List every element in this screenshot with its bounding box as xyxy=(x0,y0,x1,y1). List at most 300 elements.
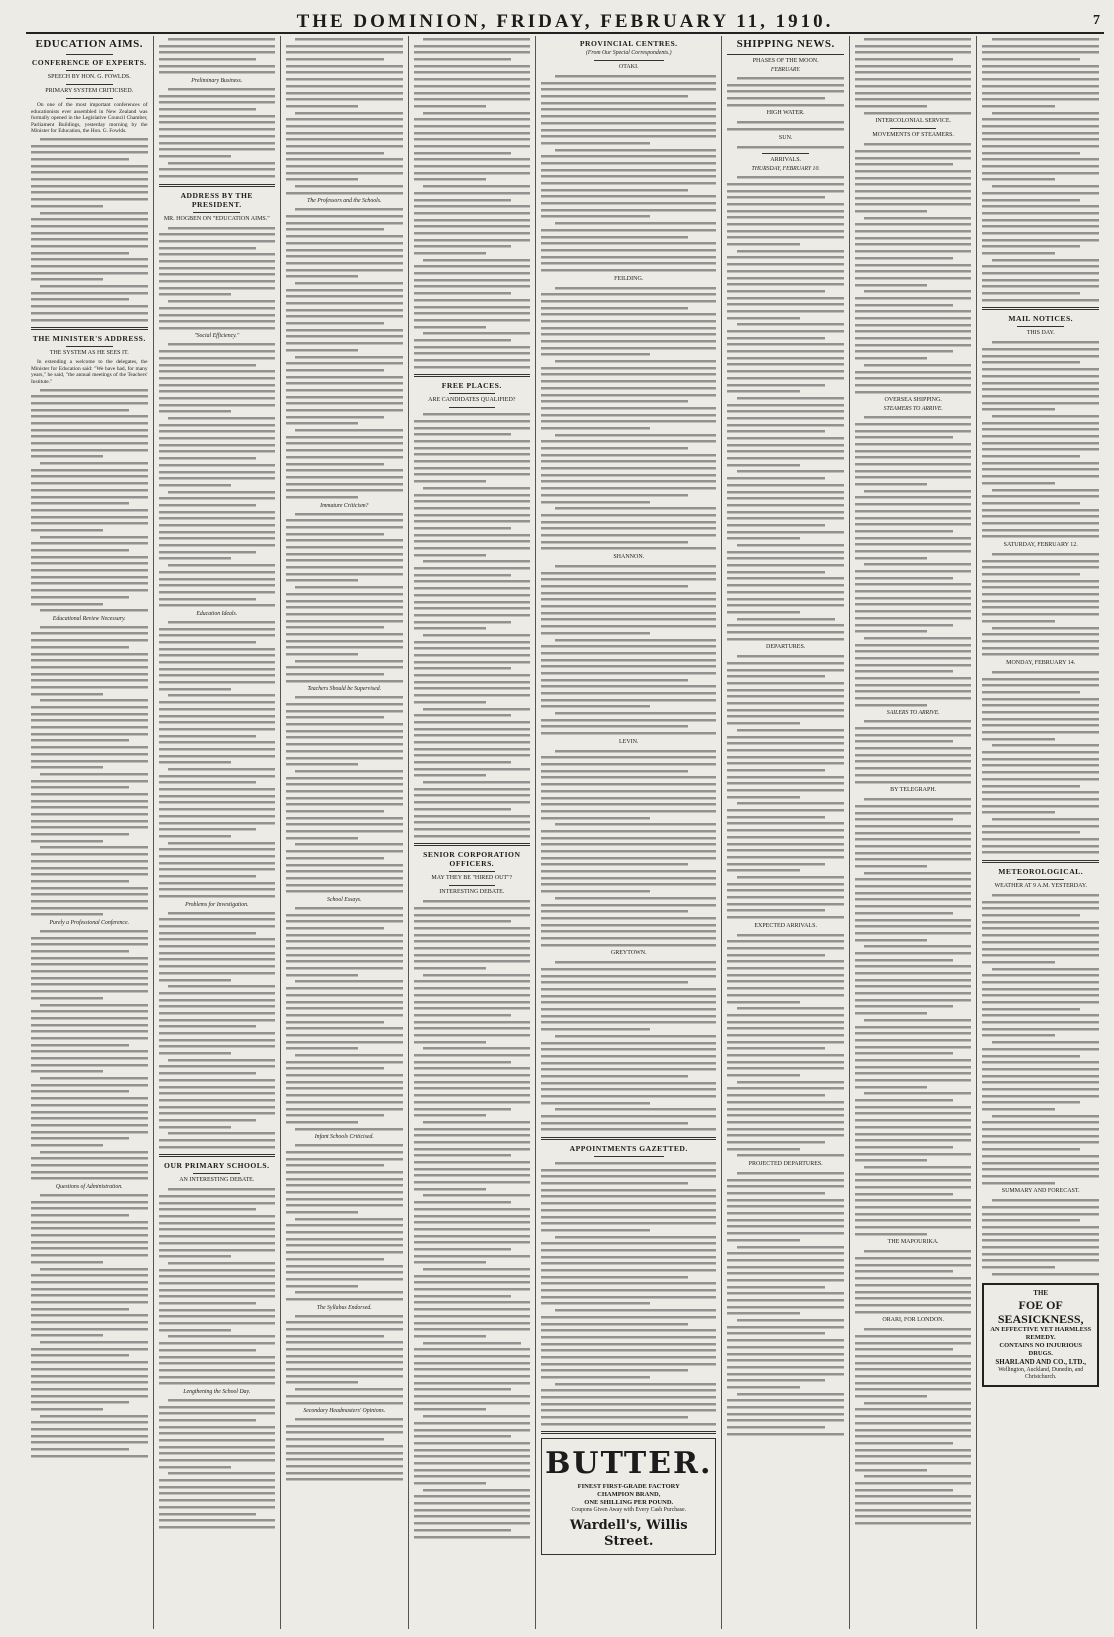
text-line xyxy=(159,1477,276,1484)
text-line xyxy=(541,1327,716,1334)
text-line xyxy=(855,369,972,376)
text-line xyxy=(286,801,403,808)
subhead-problems: Problems for Investigation. xyxy=(185,901,249,908)
text-line xyxy=(555,220,716,227)
text-line xyxy=(541,1287,716,1294)
text-line xyxy=(541,445,688,452)
text-line xyxy=(855,758,972,765)
text-line xyxy=(541,881,716,888)
text-line xyxy=(159,231,276,238)
text-line xyxy=(727,1112,844,1119)
text-line xyxy=(414,938,531,945)
text-line xyxy=(286,83,403,90)
text-line xyxy=(286,882,403,889)
text-line xyxy=(855,930,972,937)
text-line xyxy=(727,1357,844,1364)
text-line xyxy=(864,215,971,222)
text-line xyxy=(40,1413,147,1420)
text-line xyxy=(727,1371,844,1378)
text-line xyxy=(31,995,103,1002)
text-line xyxy=(159,1010,276,1017)
text-line xyxy=(541,808,716,815)
text-line xyxy=(727,489,844,496)
text-line xyxy=(286,333,403,340)
text-line xyxy=(541,610,716,617)
text-line xyxy=(982,749,1099,756)
text-line xyxy=(541,1207,716,1214)
subhead-speech: SPEECH BY HON. G. FOWLDS. xyxy=(47,74,131,80)
text-line xyxy=(414,726,531,733)
text-line xyxy=(414,1373,531,1380)
place-greytown: GREYTOWN. xyxy=(610,950,647,957)
text-line xyxy=(727,515,844,522)
text-line xyxy=(727,475,825,482)
columns xyxy=(26,36,1104,1629)
text-line xyxy=(982,1126,1099,1133)
text-line xyxy=(855,1346,953,1353)
text-line xyxy=(855,655,972,662)
text-line xyxy=(31,811,148,818)
text-line xyxy=(541,291,716,298)
column-6 xyxy=(722,36,850,1629)
text-line xyxy=(31,1439,148,1446)
text-line xyxy=(855,937,927,944)
text-line xyxy=(414,1012,512,1019)
text-line xyxy=(864,1400,971,1407)
text-line xyxy=(727,680,844,687)
text-line xyxy=(159,652,276,659)
text-line xyxy=(982,163,1099,170)
text-line xyxy=(555,432,716,439)
text-line xyxy=(727,660,844,667)
text-line xyxy=(414,925,531,932)
text-line xyxy=(864,1090,971,1097)
text-line xyxy=(855,335,972,342)
text-line xyxy=(414,599,531,606)
text-line xyxy=(414,538,531,545)
text-line xyxy=(31,1272,148,1279)
text-line xyxy=(414,905,531,912)
article-body xyxy=(286,511,403,685)
text-line xyxy=(159,1313,276,1320)
text-line xyxy=(31,784,129,791)
text-line xyxy=(414,304,531,311)
text-line xyxy=(414,945,531,952)
column-7 xyxy=(850,36,978,1629)
text-line xyxy=(31,1259,103,1266)
text-line xyxy=(286,1256,384,1263)
text-line xyxy=(982,346,1099,353)
text-line xyxy=(414,445,531,452)
text-line xyxy=(286,1346,403,1353)
text-line xyxy=(737,395,844,402)
text-line xyxy=(992,413,1099,420)
subhead-by-telegraph: BY TELEGRAPH. xyxy=(890,787,937,794)
text-line xyxy=(414,438,531,445)
text-line xyxy=(982,925,1099,932)
text-line xyxy=(541,835,716,842)
text-line xyxy=(727,1126,844,1133)
text-line xyxy=(159,1490,276,1497)
text-line xyxy=(414,1213,531,1220)
text-line xyxy=(855,43,972,50)
text-line xyxy=(864,1017,971,1024)
text-line xyxy=(423,485,530,492)
text-line xyxy=(727,181,844,188)
text-line xyxy=(855,1097,953,1104)
text-line xyxy=(855,1211,972,1218)
column-2 xyxy=(154,36,282,1629)
text-line xyxy=(982,1019,1099,1026)
ad-headline-butter: BUTTER. xyxy=(545,1446,713,1482)
subhead-system: THE SYSTEM AS HE SEES IT. xyxy=(49,350,129,357)
text-line xyxy=(31,1359,148,1366)
text-line xyxy=(159,1273,276,1280)
text-line xyxy=(541,795,716,802)
text-line xyxy=(855,1480,972,1487)
text-line xyxy=(855,1157,927,1164)
text-line xyxy=(159,639,257,646)
text-line xyxy=(855,876,972,883)
shipping-list xyxy=(727,653,844,920)
text-line xyxy=(159,153,231,160)
text-line xyxy=(286,888,403,895)
text-line xyxy=(855,1420,972,1427)
text-line xyxy=(159,846,276,853)
text-line xyxy=(982,243,1080,250)
text-line xyxy=(414,1233,531,1240)
text-line xyxy=(982,49,1099,56)
text-line xyxy=(541,570,716,577)
text-line xyxy=(727,1250,844,1257)
ad-signature: Wardell's, Willis Street. xyxy=(569,1518,688,1550)
text-line xyxy=(286,1099,403,1106)
text-line xyxy=(541,325,716,332)
text-line xyxy=(159,1457,276,1464)
text-line xyxy=(541,1026,650,1033)
ad-the: THE xyxy=(1033,1289,1049,1298)
text-line xyxy=(295,658,402,665)
text-line xyxy=(423,706,530,713)
text-line xyxy=(541,1006,716,1013)
text-line xyxy=(727,1210,844,1217)
text-line xyxy=(40,607,147,614)
text-line xyxy=(541,841,716,848)
text-line xyxy=(541,915,716,922)
text-line xyxy=(982,729,1099,736)
text-line xyxy=(414,1386,512,1393)
text-line xyxy=(992,625,1099,632)
text-line xyxy=(727,1177,844,1184)
text-line xyxy=(286,43,403,50)
text-line xyxy=(159,1437,276,1444)
text-line xyxy=(31,1379,148,1386)
text-line xyxy=(982,1006,1080,1013)
text-line xyxy=(31,1286,148,1293)
text-line xyxy=(982,584,1099,591)
text-line xyxy=(541,365,716,372)
text-line xyxy=(992,966,1099,973)
text-line xyxy=(159,455,257,462)
text-line xyxy=(286,551,403,558)
text-line xyxy=(855,342,972,349)
text-line xyxy=(31,1245,148,1252)
text-line xyxy=(737,1170,844,1177)
text-line xyxy=(159,963,276,970)
text-line xyxy=(727,999,799,1006)
text-line xyxy=(159,106,257,113)
text-line xyxy=(541,485,716,492)
text-line xyxy=(855,1024,972,1031)
text-line xyxy=(982,90,1099,97)
text-line xyxy=(727,847,844,854)
text-line xyxy=(855,1171,972,1178)
text-line xyxy=(855,468,972,475)
text-line xyxy=(414,1473,531,1480)
text-line xyxy=(727,1290,844,1297)
text-line xyxy=(286,604,403,611)
text-line xyxy=(159,318,276,325)
text-line xyxy=(855,1217,972,1224)
text-line xyxy=(727,1012,844,1019)
headline-free-places: FREE PLACES. xyxy=(441,381,502,391)
text-line xyxy=(727,667,844,674)
text-line xyxy=(541,848,716,855)
text-line xyxy=(541,697,716,704)
text-line xyxy=(992,816,1099,823)
text-line xyxy=(541,1334,716,1341)
text-line xyxy=(727,422,844,429)
text-line xyxy=(727,1310,799,1317)
text-line xyxy=(982,899,1099,906)
text-line xyxy=(414,1239,531,1246)
text-line xyxy=(31,290,148,297)
text-line xyxy=(159,569,276,576)
subhead-sailers-arrive: SAILERS TO ARRIVE. xyxy=(886,710,940,717)
text-line xyxy=(31,935,148,942)
text-line xyxy=(855,963,972,970)
text-line xyxy=(286,1450,403,1457)
text-line xyxy=(414,572,512,579)
text-line xyxy=(855,1406,972,1413)
text-line xyxy=(855,668,953,675)
text-line xyxy=(541,133,716,140)
text-line xyxy=(982,783,1080,790)
text-line xyxy=(855,76,972,83)
text-line xyxy=(159,1104,276,1111)
text-line xyxy=(555,285,716,292)
text-line xyxy=(286,247,403,254)
text-line xyxy=(31,230,148,237)
text-line xyxy=(286,664,403,671)
text-line xyxy=(31,891,148,898)
headline-provincial-centres: PROVINCIAL CENTRES. xyxy=(579,39,678,48)
text-line xyxy=(982,769,1099,776)
text-line xyxy=(286,494,358,501)
text-line xyxy=(727,201,844,208)
text-line xyxy=(159,880,276,887)
text-line xyxy=(286,320,384,327)
text-line xyxy=(541,1421,716,1428)
article-body xyxy=(159,225,276,332)
text-line xyxy=(31,1279,148,1286)
text-line xyxy=(541,861,688,868)
text-line xyxy=(541,1080,716,1087)
text-line xyxy=(982,611,1099,618)
text-line xyxy=(727,673,825,680)
text-line xyxy=(286,300,403,307)
tide-table xyxy=(727,119,844,132)
place-shannon: SHANNON. xyxy=(613,553,645,560)
text-line xyxy=(414,63,531,70)
text-line xyxy=(414,565,531,572)
text-line xyxy=(31,905,148,912)
text-line xyxy=(31,143,148,150)
text-line xyxy=(982,1133,1099,1140)
text-line xyxy=(855,983,972,990)
text-line xyxy=(423,1119,530,1126)
text-line xyxy=(414,136,531,143)
text-line xyxy=(855,1191,953,1198)
article-body xyxy=(286,1416,403,1483)
text-line xyxy=(855,528,953,535)
text-line xyxy=(541,908,688,915)
text-line xyxy=(737,1152,844,1159)
text-line xyxy=(727,482,844,489)
text-line xyxy=(286,240,403,247)
text-line xyxy=(982,290,1080,297)
text-line xyxy=(159,1504,276,1511)
ad-line: FINEST FIRST-GRADE FACTORY xyxy=(577,1483,680,1491)
text-line xyxy=(855,515,972,522)
text-line xyxy=(295,905,402,912)
text-line xyxy=(855,275,972,282)
text-line xyxy=(286,1182,403,1189)
article-body xyxy=(286,694,403,895)
text-line xyxy=(541,260,716,267)
headline-meteorological: METEOROLOGICAL. xyxy=(998,867,1084,876)
text-line xyxy=(286,461,384,468)
text-line xyxy=(31,724,148,731)
text-line xyxy=(159,1137,276,1144)
text-line xyxy=(159,1347,257,1354)
text-line xyxy=(286,1209,358,1216)
text-line xyxy=(737,1005,844,1012)
text-line xyxy=(159,502,257,509)
text-line xyxy=(727,887,844,894)
text-line xyxy=(727,636,844,643)
text-line xyxy=(286,1429,403,1436)
subhead-this-day: THIS DAY. xyxy=(1026,330,1055,337)
text-line xyxy=(982,263,1099,270)
text-line xyxy=(982,1026,1099,1033)
shipping-list xyxy=(727,1170,844,1437)
text-line xyxy=(992,110,1099,117)
text-line xyxy=(541,855,716,862)
text-line xyxy=(982,829,1080,836)
text-line xyxy=(159,285,276,292)
text-line xyxy=(855,1131,972,1138)
text-line xyxy=(982,1251,1099,1258)
text-line xyxy=(31,514,148,521)
text-line xyxy=(31,1169,148,1176)
text-line xyxy=(541,723,688,730)
text-line xyxy=(727,368,844,375)
article-body xyxy=(286,905,403,1132)
text-line xyxy=(31,778,148,785)
subhead-mapourika: THE MAPOURIKA. xyxy=(887,1239,939,1246)
text-line xyxy=(541,616,716,623)
text-line xyxy=(727,1297,844,1304)
ad-line: CHAMPION BRAND, xyxy=(597,1491,661,1499)
text-line xyxy=(855,850,972,857)
text-line xyxy=(855,181,972,188)
text-line xyxy=(982,1211,1099,1218)
text-line xyxy=(31,1102,148,1109)
text-line xyxy=(31,1035,148,1042)
subhead-steamers-arrive: STEAMERS TO ARRIVE. xyxy=(883,406,943,413)
text-line xyxy=(541,392,716,399)
text-line xyxy=(286,1326,403,1333)
text-line xyxy=(414,270,531,277)
text-line xyxy=(864,1473,971,1480)
text-line xyxy=(727,555,844,562)
text-line xyxy=(982,959,1054,966)
text-line xyxy=(855,521,972,528)
text-line xyxy=(855,662,972,669)
text-line xyxy=(286,781,403,788)
text-line xyxy=(286,63,403,70)
text-line xyxy=(159,1226,276,1233)
text-line xyxy=(414,1440,531,1447)
text-line xyxy=(855,588,972,595)
text-line xyxy=(159,853,276,860)
text-line xyxy=(982,591,1099,598)
text-line xyxy=(541,412,716,419)
text-line xyxy=(982,682,1099,689)
text-line xyxy=(727,861,825,868)
article-body xyxy=(541,748,716,949)
text-line xyxy=(159,1517,276,1524)
text-line xyxy=(159,733,257,740)
weather-list xyxy=(982,1197,1099,1277)
text-line xyxy=(541,1401,716,1408)
text-line xyxy=(541,888,650,895)
text-line xyxy=(541,1367,688,1374)
text-line xyxy=(286,755,403,762)
text-line xyxy=(159,119,276,126)
text-line xyxy=(159,1017,276,1024)
text-line xyxy=(295,1386,402,1393)
text-line xyxy=(286,387,403,394)
text-line xyxy=(414,1507,531,1514)
text-line xyxy=(855,1386,972,1393)
text-line xyxy=(737,248,844,255)
text-line xyxy=(737,932,844,939)
text-line xyxy=(414,498,531,505)
text-line xyxy=(982,359,1080,366)
page-number: 7 xyxy=(1093,13,1100,28)
text-line xyxy=(31,480,148,487)
text-line xyxy=(168,1057,275,1064)
subhead-interesting-debate: INTERESTING DEBATE. xyxy=(439,889,505,896)
text-line xyxy=(31,1115,148,1122)
text-line xyxy=(855,228,972,235)
text-line xyxy=(541,378,716,385)
text-line xyxy=(40,697,147,704)
text-line xyxy=(423,36,530,43)
text-line xyxy=(855,241,972,248)
